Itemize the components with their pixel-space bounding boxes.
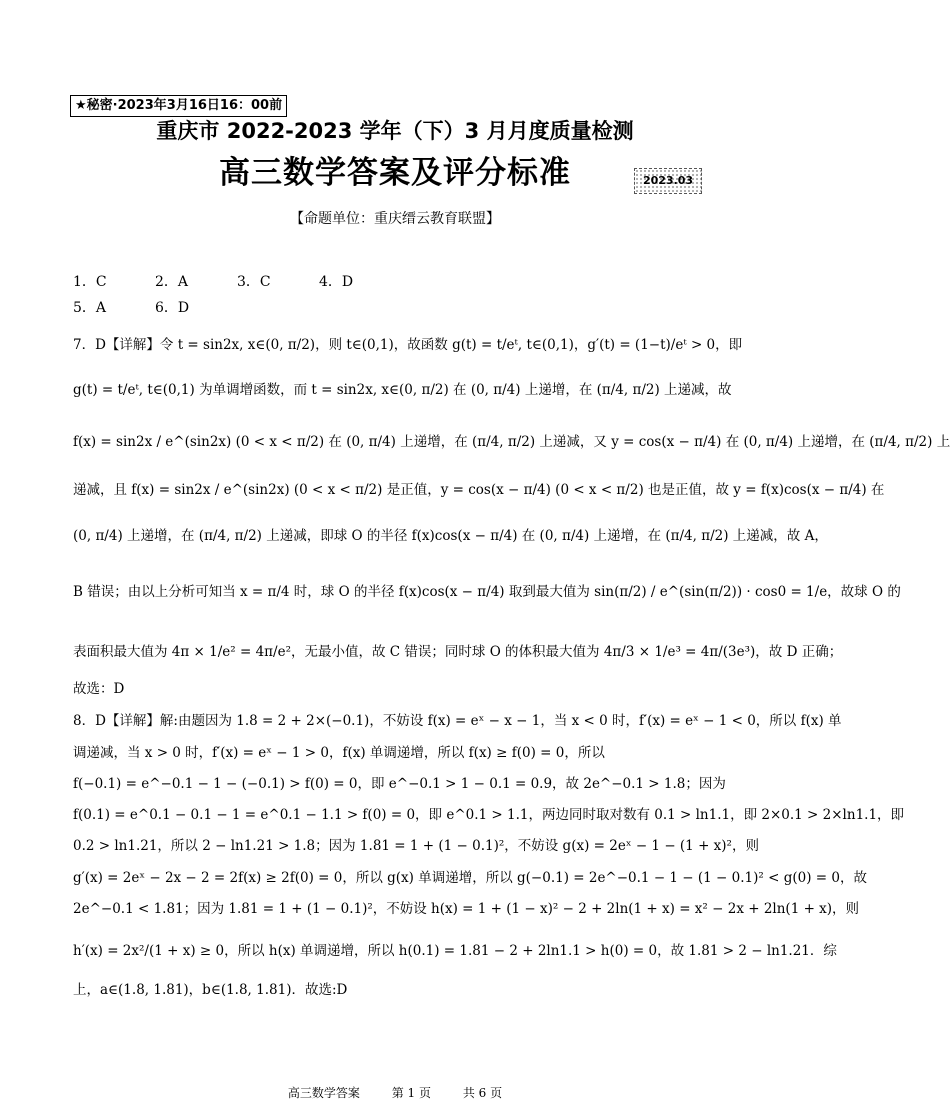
q8-line: f(−0.1) = e^−0.1 − 1 − (−0.1) > f(0) = 0，即 e^−0.1 > 1 − 0.1 = 0.9，故 2e^−0.1 > 1.8；因为 — [73, 776, 726, 792]
q8-line: 2e^−0.1 < 1.81；因为 1.81 = 1 + (1 − 0.1)²，不妨设 h(x) = 1 + (1 − x)² − 2 + 2ln(1 + x) = x² − 2x + 2ln(1 + x)，则 — [73, 901, 860, 917]
q8-line: 8．D【详解】解:由题因为 1.8 = 2 + 2×(−0.1)，不妨设 f(x) = eˣ − x − 1，当 x < 0 时，f′(x) = eˣ − 1 < 0，所以 f(x) 单 — [73, 713, 842, 729]
q7-line: f(x) = sin2x / e^(sin2x) (0 < x < π/2) 在 (0, π/4) 上递增，在 (π/4, π/2) 上递减，又 y = cos(x − π/4) 在 (0, π/4) 上递增，在 (π/4, π/2) 上 — [73, 434, 950, 450]
answer-item: 5．A — [73, 300, 107, 316]
q8-line: 上，a∈(1.8, 1.81)，b∈(1.8, 1.81)．故选:D — [73, 982, 348, 998]
answer-item: 4．D — [319, 274, 354, 290]
exam-title: 重庆市 2022-2023 学年（下）3 月月度质量检测 — [156, 119, 634, 143]
q7-line: g(t) = t/eᵗ, t∈(0,1) 为单调增函数，而 t = sin2x, x∈(0, π/2) 在 (0, π/4) 上递增，在 (π/4, π/2) 上递减，故 — [73, 382, 732, 398]
q7-line: 7．D【详解】令 t = sin2x, x∈(0, π/2)，则 t∈(0,1)，故函数 g(t) = t/eᵗ, t∈(0,1)，g′(t) = (1−t)/eᵗ > 0，即 — [73, 337, 743, 353]
q7-line: 表面积最大值为 4π × 1/e² = 4π/e²，无最小值，故 C 错误；同时球 O 的体积最大值为 4π/3 × 1/e³ = 4π/(3e³)，故 D 正确； — [73, 644, 843, 660]
q8-line: 0.2 > ln1.21，所以 2 − ln1.21 > 1.8；因为 1.81 = 1 + (1 − 0.1)²，不妨设 g(x) = 2eˣ − 1 − (1 + x)²，则 — [73, 838, 759, 854]
page-footer — [0, 1084, 790, 1101]
answer-item: 6．D — [155, 300, 190, 316]
q8-line: g′(x) = 2eˣ − 2x − 2 = 2f(x) ≥ 2f(0) = 0，所以 g(x) 单调递增，所以 g(−0.1) = 2e^−0.1 − 1 − (1 − 0.1)² < g(0) = 0，故 — [73, 870, 867, 886]
q7-line: B 错误；由以上分析可知当 x = π/4 时，球 O 的半径 f(x)cos(x − π/4) 取到最大值为 sin(π/2) / e^(sin(π/2)) · cos0 = 1/e，故球 O 的 — [73, 584, 901, 600]
footer-page-number: 第 1 页 — [391, 1086, 431, 1100]
document-title: 高三数学答案及评分标准 — [219, 155, 571, 191]
answer-item: 1．C — [73, 274, 107, 290]
footer-page-total: 共 6 页 — [462, 1086, 503, 1100]
answer-row — [73, 271, 401, 291]
author-unit: 【命题单位：重庆缙云教育联盟】 — [290, 211, 500, 227]
answer-item: 3．C — [237, 274, 271, 290]
q8-line: h′(x) = 2x²/(1 + x) ≥ 0，所以 h(x) 单调递增，所以 h(0.1) = 1.81 − 2 + 2ln1.1 > h(0) = 0，故 1.81 > 2 − ln1.21．综 — [73, 943, 837, 959]
q7-line: (0, π/4) 上递增，在 (π/4, π/2) 上递减，即球 O 的半径 f(x)cos(x − π/4) 在 (0, π/4) 上递增，在 (π/4, π/2) 上递减，故 A， — [73, 528, 828, 544]
date-badge: 2023.03 — [634, 168, 702, 194]
q8-line: f(0.1) = e^0.1 − 0.1 − 1 = e^0.1 − 1.1 > f(0) = 0，即 e^0.1 > 1.1，两边同时取对数有 0.1 > ln1.1，即 2×0.1 > 2×ln1.1，即 — [73, 807, 905, 823]
q7-line: 递减，且 f(x) = sin2x / e^(sin2x) (0 < x < π/2) 是正值，y = cos(x − π/4) (0 < x < π/2) 也是正值，故 y = f(x)cos(x − π/4) 在 — [73, 482, 885, 498]
q8-line: 调递减，当 x > 0 时，f′(x) = eˣ − 1 > 0，f(x) 单调递增，所以 f(x) ≥ f(0) = 0，所以 — [73, 745, 605, 761]
answer-row — [73, 297, 237, 317]
q7-line: 故选：D — [73, 681, 125, 697]
confidential-stamp: ★秘密·2023年3月16日16：00前 — [70, 95, 287, 117]
footer-doc-name: 高三数学答案 — [287, 1086, 360, 1100]
answer-item: 2．A — [155, 274, 189, 290]
